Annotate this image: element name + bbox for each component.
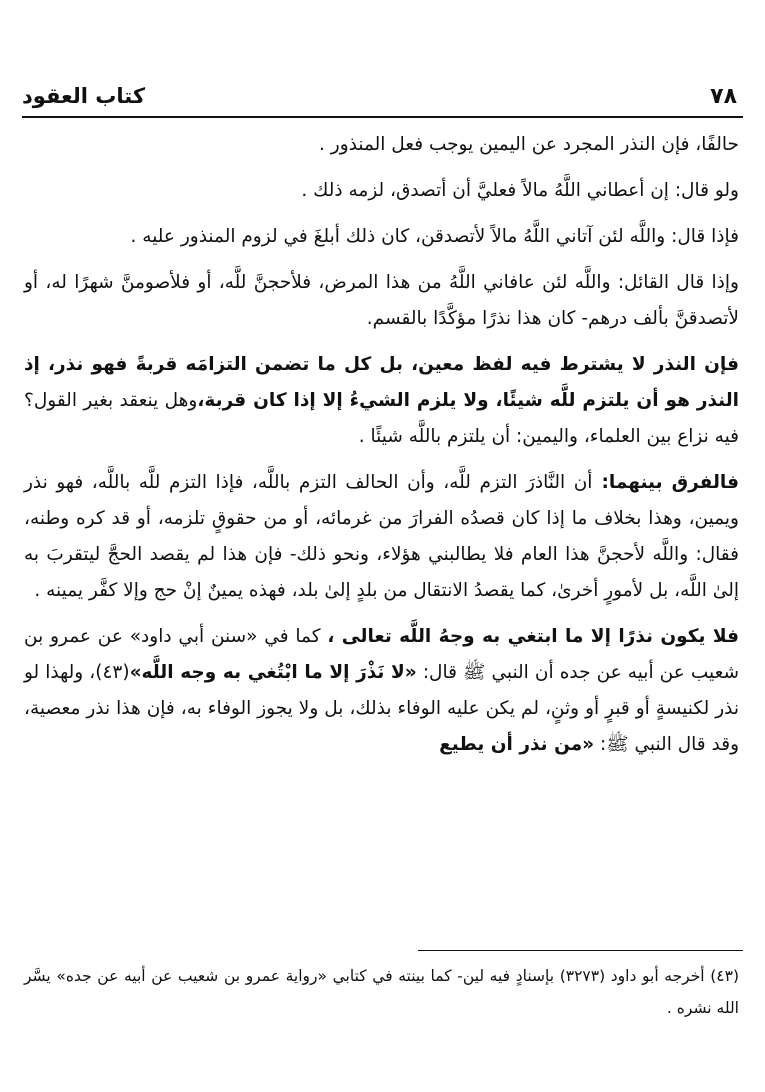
bold-text-segment: «من نذر أن يطيع — [439, 734, 595, 755]
text-segment: أن النَّاذرَ التزم للَّه، وأن الحالف التزم باللَّه، فإذا التزم للَّه باللَّه، فهو نذر ويمين، وهذا بخلاف ما إذا كان قصدُه الفرارَ من غرمائه، أو من حقوقٍ تلزمه، أو قد كره وطنه، فقال: واللَّه لأحجنَّ هذا العام فلا يطالبني هؤلاء، ونحو ذلك- فإن هذا لم يقصد الحجَّ ليتقربَ به إلىٰ اللَّه، بل لأمورٍ أخرىٰ، كما يقصدُ الانتقال من بلدٍ إلىٰ بلد، فهذه يمينٌ إنْ حج وإلا كفَّر يمينه . — [24, 472, 739, 601]
paragraph — [24, 465, 739, 609]
bold-text-segment: «لا نَذْرَ إلا ما ابْتُغي به وجه اللَّه» — [129, 662, 417, 683]
footnote-rule — [418, 950, 743, 951]
text-segment: ولو قال: إن أعطاني اللَّهُ مالاً فعليَّ أن أتصدق، لزمه ذلك . — [301, 180, 739, 201]
footnote: (٤٣) أخرجه أبو داود (٣٢٧٣) بإسنادٍ فيه لين- كما بينته في كتابي «رواية عمرو بن شعيب عن أبيه عن جده» يسَّر الله نشره . — [24, 967, 740, 1017]
text-segment: وهل ينعقد بغير القول؟ فيه نزاع بين العلماء، واليمين: أن يلتزم باللَّه شيئًا . — [24, 390, 739, 447]
text-segment: كما في «سنن أبي داود» عن عمرو بن شعيب عن أبيه عن جده أن النبي ﷺ قال: — [24, 626, 740, 683]
paragraph — [24, 619, 739, 763]
book-title: كتاب العقود — [22, 84, 146, 108]
header-rule — [22, 116, 743, 118]
body-text — [24, 127, 739, 773]
text-segment: فإذا قال: واللَّه لئن آتاني اللَّهُ مالاً لأتصدقن، كان ذلك أبلغَ في لزوم المنذور عليه . — [130, 226, 739, 247]
paragraph — [24, 219, 739, 255]
footnotes — [24, 960, 739, 1024]
paragraph — [24, 265, 739, 337]
bold-text-segment: فلا يكون نذرًا إلا ما ابتغي به وجهُ اللَّه تعالى ، — [327, 626, 739, 647]
paragraph — [24, 127, 739, 163]
paragraph — [24, 347, 739, 455]
bold-text-segment: فإن النذر لا يشترط فيه لفظ معين، بل كل ما تضمن التزامَه قربةً فهو نذر، إذ النذر هو أن يلتزم للَّه شيئًا، ولا يلزم الشيءُ إلا إذا كان قربة، — [24, 354, 740, 411]
text-segment: (٤٣)، ولهذا لو نذر لكنيسةٍ أو قبرٍ أو وثنٍ، لم يكن عليه الوفاء بذلك، بل ولا يجوز الوفاء به، فإن هذا نذر معصية، وقد قال النبي ﷺ: — [24, 662, 739, 755]
page-header — [22, 84, 737, 118]
text-segment: وإذا قال القائل: واللَّه لئن عافاني اللَّهُ من هذا المرض، فلأحجنَّ للَّه، أو فلأصومنَّ شهرًا له، أو لأتصدقنَّ بألف درهم- كان هذا نذرًا مؤكَّدًا بالقسم. — [24, 272, 739, 329]
text-segment: حالفًا، فإن النذر المجرد عن اليمين يوجب فعل المنذور . — [319, 134, 739, 155]
page-number: ٧٨ — [710, 84, 737, 109]
bold-text-segment: فالفرق بينهما: — [592, 472, 739, 493]
paragraph — [24, 173, 739, 209]
